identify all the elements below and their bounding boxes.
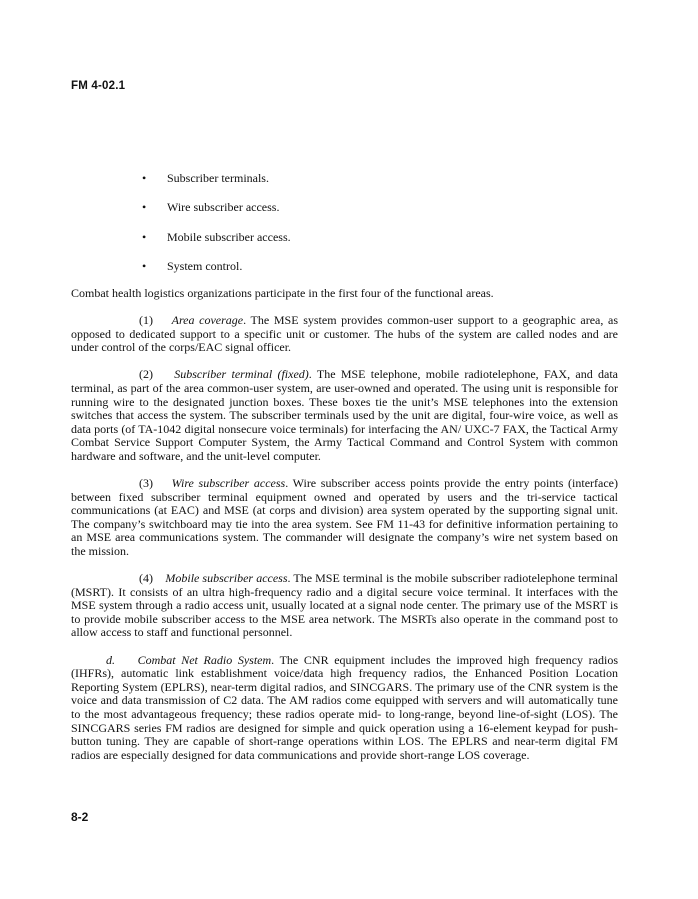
paragraph-text: . The CNR equipment includes the improved high frequency radios (IHFRs), automatic link establishment voice/data high frequency radios, the Enhanced Position Location Reporting System (EPLRS), near-term digital radios, and SINCGARS. The primary use of the CNR system is the voice and data transmission of C2 data. The AM radios come equipped with servers and will automatically tune to the most advantageous frequency; these radios operate mid- to long-range, beyond line-of-sight (LOS). The SINCGARS series FM radios are designed for simple and quick operation using a 16-element keypad for push-button tuning. They are capable of short-range operations within LOS. The EPLRS and near-term digital FM radios are especially designed for data communications and provide short-range LOS coverage. [71,652,619,762]
bullet-icon: • [142,258,147,273]
bullet-list [0,171,698,288]
bullet-text: Subscriber terminals. [167,171,269,185]
bullet-icon: • [142,171,147,185]
paragraph-number: d. [106,652,115,667]
body-text [71,287,618,776]
paragraph-number: (1) [139,313,153,328]
paragraph-text: . The MSE system provides common-user support to a geographic area, as opposed to dedicated support to a specific unit or customer. The hubs of the system are called nodes and are under control of the corps/EAC signal officer. [71,313,618,355]
paragraph-text: . The MSE telephone, mobile radiotelephone, FAX, and data terminal, as part of the area common-user system, are user-owned and operated. The using unit is responsible for running wire to the designated junction boxes. These boxes tie the unit’s MSE telephones into the extension switches that access the system. The subscriber terminals used by the unit are digital, four-wire voice, as well as data ports (of TA-1042 digital nonsecure voice terminals) for interfacing the AN/ UXC-7 FAX, the Tactical Army Combat Service Support Computer System, the Army Tactical Command and Control System with common hardware and software, and the unit-level computer. [71,367,618,463]
paragraph-label: Mobile subscriber access [165,571,288,586]
list-item [0,200,698,229]
document-id-header: FM 4-02.1 [71,80,126,92]
paragraph-label: Wire subscriber access [171,476,286,491]
list-item [0,259,698,288]
paragraph-mobile-subscriber-access [71,572,618,640]
page-number: 8-2 [71,810,89,824]
paragraph-number: (2) [139,367,153,382]
list-item [0,171,698,200]
bullet-icon: • [142,200,147,215]
bullet-text: System control. [167,258,243,273]
list-item [0,230,698,259]
paragraph-label: Subscriber terminal (fixed) [174,367,309,382]
paragraph-subscriber-terminal [71,368,618,463]
bullet-icon: • [142,229,147,244]
intro-paragraph: Combat health logistics organizations participate in the first four of the functional areas. [71,286,494,300]
paragraph-text: . Wire subscriber access points provide the entry points (interface) between fixed subscriber terminal equipment owned and operated by users and the tri-service tactical communications (at EAC) and MSE (at corps and division) area system operated by the supporting signal unit. The company’s switchboard may tie into the area system. See FM 11-43 for definitive information pertaining to an MSE area communications system. The commander will designate the company’s wire net system based on the mission. [71,476,619,558]
bullet-text: Mobile subscriber access. [167,229,291,244]
paragraph-number: (4) [139,571,153,586]
bullet-text: Wire subscriber access. [167,200,280,215]
paragraph-number: (3) [139,476,153,491]
paragraph-text: . The MSE terminal is the mobile subscriber radiotelephone terminal (MSRT). It consists of an ultra high-frequency radio and a digital secure voice terminal. It interfaces with the MSE system through a radio access unit, usually located at a signal node center. The primary use of the MSRT is to provide mobile subscriber access to the MSE area network. The MSRTs also operate in the command post to allow access to staff and functional personnel. [71,571,618,640]
paragraph-combat-net-radio [71,654,618,763]
paragraph-label: Area coverage [171,313,244,328]
paragraph-area-coverage [71,314,618,355]
paragraph-wire-subscriber-access [71,477,618,559]
paragraph-label: Combat Net Radio System [137,652,272,667]
